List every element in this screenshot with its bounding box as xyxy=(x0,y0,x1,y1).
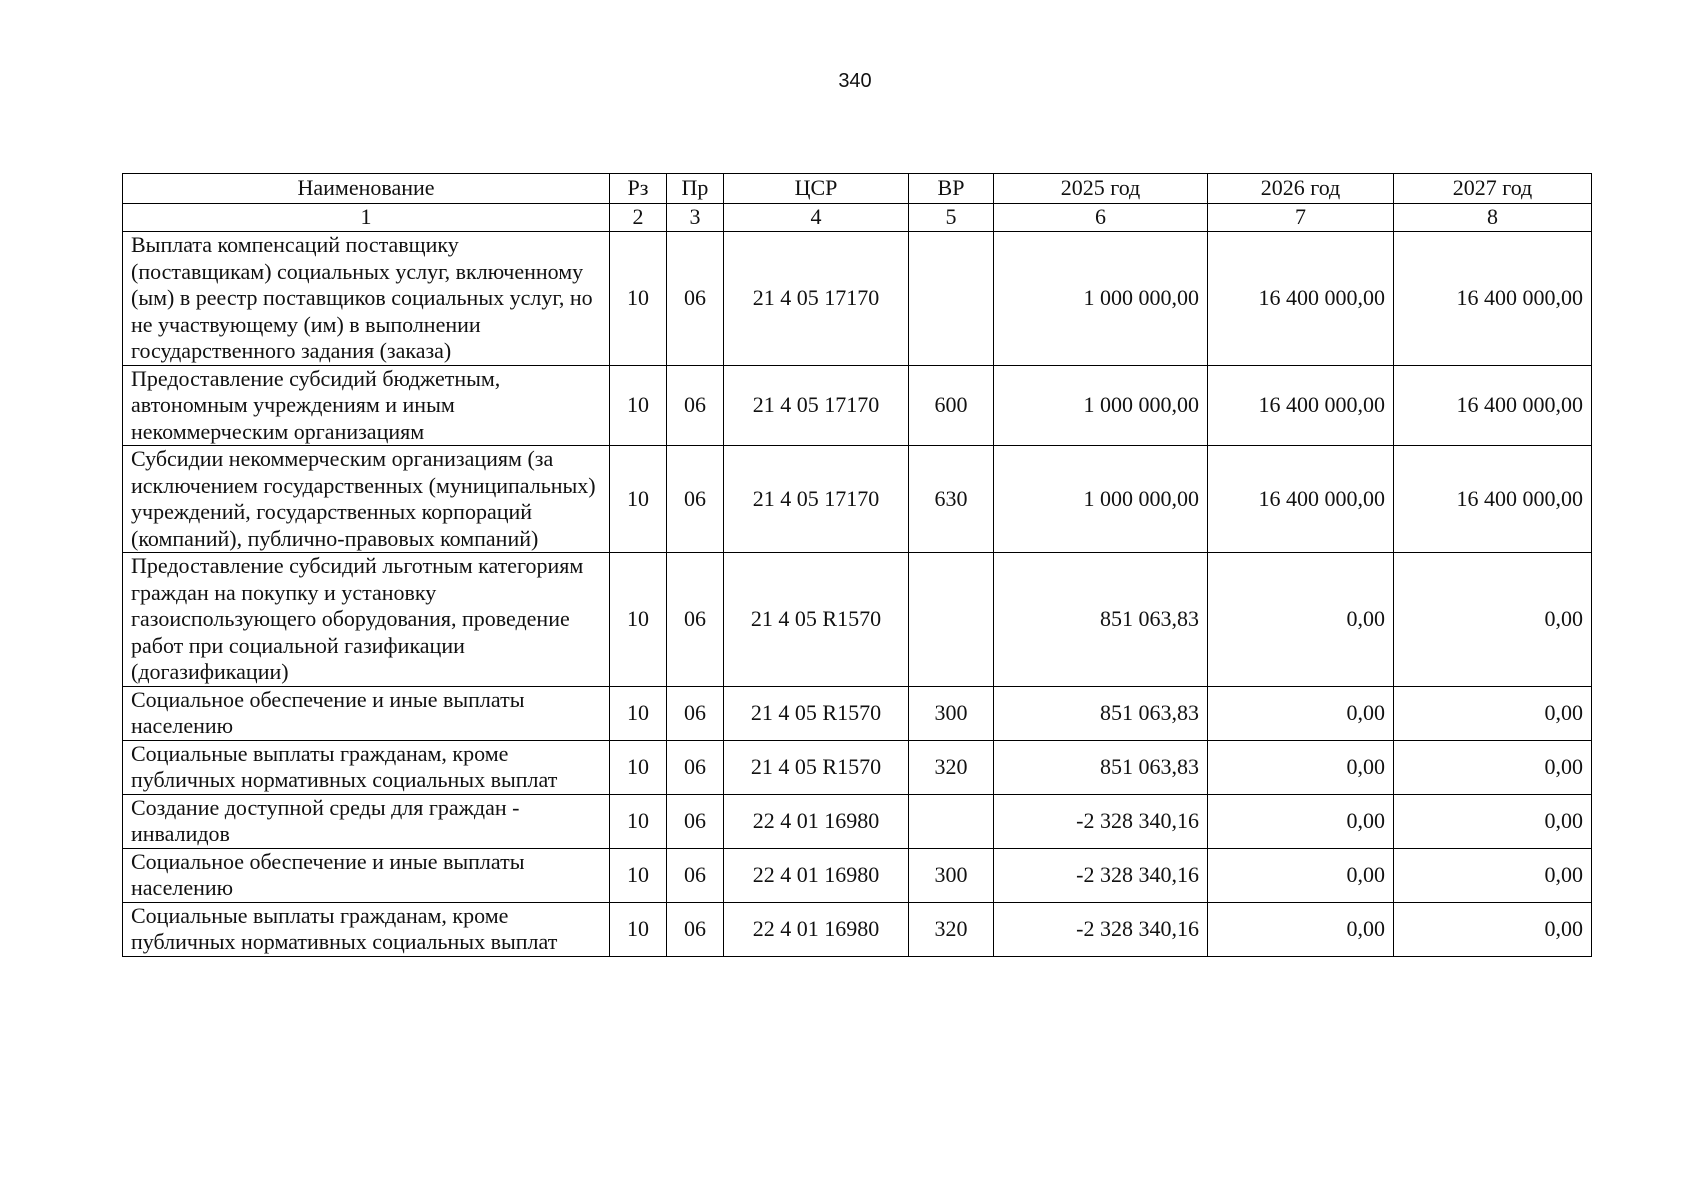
column-number: 7 xyxy=(1208,204,1394,232)
row-vr: 320 xyxy=(909,740,994,794)
header-pr: Пр xyxy=(667,174,724,204)
row-2026: 0,00 xyxy=(1208,848,1394,902)
row-vr: 320 xyxy=(909,902,994,956)
row-name: Социальное обеспечение и иные выплаты населению xyxy=(123,686,610,740)
row-rz: 10 xyxy=(610,902,667,956)
header-2025: 2025 год xyxy=(994,174,1208,204)
row-rz: 10 xyxy=(610,553,667,687)
row-2026: 16 400 000,00 xyxy=(1208,365,1394,446)
row-2025: -2 328 340,16 xyxy=(994,902,1208,956)
row-2027: 16 400 000,00 xyxy=(1394,446,1592,553)
row-rz: 10 xyxy=(610,794,667,848)
row-vr xyxy=(909,232,994,366)
row-2025: -2 328 340,16 xyxy=(994,794,1208,848)
row-2025: 1 000 000,00 xyxy=(994,446,1208,553)
row-2027: 0,00 xyxy=(1394,902,1592,956)
row-csr: 21 4 05 17170 xyxy=(724,446,909,553)
table-row xyxy=(123,232,1592,366)
row-pr: 06 xyxy=(667,446,724,553)
row-csr: 21 4 05 R1570 xyxy=(724,740,909,794)
row-rz: 10 xyxy=(610,232,667,366)
row-name: Предоставление субсидий бюджетным, автономным учреждениям и иным некоммерческим организациям xyxy=(123,365,610,446)
row-2027: 0,00 xyxy=(1394,848,1592,902)
table-row xyxy=(123,446,1592,553)
row-2027: 16 400 000,00 xyxy=(1394,365,1592,446)
row-2026: 0,00 xyxy=(1208,553,1394,687)
row-name: Предоставление субсидий льготным категориям граждан на покупку и установку газоиспользующего оборудования, проведение работ при социальной газификации (догазификации) xyxy=(123,553,610,687)
column-number: 3 xyxy=(667,204,724,232)
row-2027: 0,00 xyxy=(1394,740,1592,794)
budget-table xyxy=(122,173,1592,957)
row-2025: 1 000 000,00 xyxy=(994,232,1208,366)
column-number: 5 xyxy=(909,204,994,232)
row-pr: 06 xyxy=(667,553,724,687)
row-rz: 10 xyxy=(610,686,667,740)
row-pr: 06 xyxy=(667,365,724,446)
row-2027: 0,00 xyxy=(1394,686,1592,740)
header-csr: ЦСР xyxy=(724,174,909,204)
row-rz: 10 xyxy=(610,446,667,553)
header-2027: 2027 год xyxy=(1394,174,1592,204)
table-row xyxy=(123,365,1592,446)
row-2026: 0,00 xyxy=(1208,686,1394,740)
row-vr: 300 xyxy=(909,848,994,902)
header-name: Наименование xyxy=(123,174,610,204)
row-vr: 630 xyxy=(909,446,994,553)
column-number: 8 xyxy=(1394,204,1592,232)
table-row xyxy=(123,740,1592,794)
table-row xyxy=(123,794,1592,848)
page-number: 340 xyxy=(838,70,872,92)
row-pr: 06 xyxy=(667,740,724,794)
row-2027: 0,00 xyxy=(1394,794,1592,848)
table-row xyxy=(123,848,1592,902)
row-csr: 21 4 05 17170 xyxy=(724,365,909,446)
table-row xyxy=(123,686,1592,740)
row-2025: -2 328 340,16 xyxy=(994,848,1208,902)
header-row xyxy=(123,174,1592,204)
table-row xyxy=(123,553,1592,687)
header-2026: 2026 год xyxy=(1208,174,1394,204)
table-row xyxy=(123,902,1592,956)
header-rz: Рз xyxy=(610,174,667,204)
row-csr: 21 4 05 17170 xyxy=(724,232,909,366)
row-2027: 0,00 xyxy=(1394,553,1592,687)
row-name: Социальное обеспечение и иные выплаты населению xyxy=(123,848,610,902)
row-2026: 16 400 000,00 xyxy=(1208,446,1394,553)
row-2026: 0,00 xyxy=(1208,794,1394,848)
row-vr xyxy=(909,553,994,687)
row-name: Субсидии некоммерческим организациям (за исключением государственных (муниципальных) учреждений, государственных корпораций (компаний), публично-правовых компаний) xyxy=(123,446,610,553)
row-csr: 21 4 05 R1570 xyxy=(724,553,909,687)
row-rz: 10 xyxy=(610,740,667,794)
row-2025: 851 063,83 xyxy=(994,740,1208,794)
row-pr: 06 xyxy=(667,686,724,740)
header-vr: ВР xyxy=(909,174,994,204)
column-number: 4 xyxy=(724,204,909,232)
row-2025: 851 063,83 xyxy=(994,553,1208,687)
column-number: 6 xyxy=(994,204,1208,232)
row-2026: 0,00 xyxy=(1208,902,1394,956)
row-rz: 10 xyxy=(610,365,667,446)
row-name: Создание доступной среды для граждан - инвалидов xyxy=(123,794,610,848)
row-name: Социальные выплаты гражданам, кроме публичных нормативных социальных выплат xyxy=(123,902,610,956)
column-number-row xyxy=(123,204,1592,232)
row-pr: 06 xyxy=(667,794,724,848)
column-number: 1 xyxy=(123,204,610,232)
row-pr: 06 xyxy=(667,848,724,902)
row-csr: 21 4 05 R1570 xyxy=(724,686,909,740)
row-csr: 22 4 01 16980 xyxy=(724,848,909,902)
row-pr: 06 xyxy=(667,232,724,366)
row-vr xyxy=(909,794,994,848)
row-rz: 10 xyxy=(610,848,667,902)
column-number: 2 xyxy=(610,204,667,232)
row-2025: 851 063,83 xyxy=(994,686,1208,740)
row-vr: 600 xyxy=(909,365,994,446)
row-name: Выплата компенсаций поставщику (поставщикам) социальных услуг, включенному (ым) в реестр поставщиков социальных услуг, но не участвующему (им) в выполнении государственного задания (заказа) xyxy=(123,232,610,366)
row-2026: 16 400 000,00 xyxy=(1208,232,1394,366)
row-2027: 16 400 000,00 xyxy=(1394,232,1592,366)
row-csr: 22 4 01 16980 xyxy=(724,794,909,848)
row-name: Социальные выплаты гражданам, кроме публичных нормативных социальных выплат xyxy=(123,740,610,794)
row-2025: 1 000 000,00 xyxy=(994,365,1208,446)
row-csr: 22 4 01 16980 xyxy=(724,902,909,956)
row-vr: 300 xyxy=(909,686,994,740)
row-pr: 06 xyxy=(667,902,724,956)
row-2026: 0,00 xyxy=(1208,740,1394,794)
